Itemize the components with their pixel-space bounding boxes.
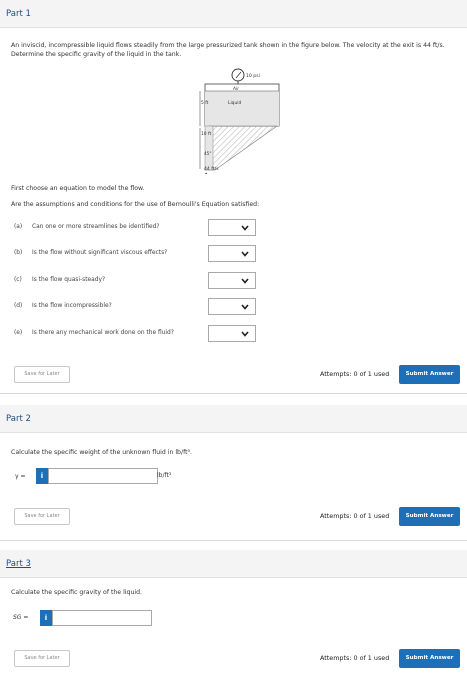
liquid-label: Liquid <box>228 101 242 106</box>
answer-select-b[interactable] <box>208 245 256 262</box>
part2-panel <box>0 433 467 541</box>
question-text: Is there any mechanical work done on the fluid? <box>32 330 174 336</box>
submit-answer-button[interactable]: Submit Answer <box>399 649 460 668</box>
part1-panel <box>0 28 467 394</box>
problem-statement: An inviscid, incompressible liquid flows steadily from the large pressurized tank shown in the figure below. The velocity at the exit is 44 ft/s. Determine the specific gravity of the liquid in the tank. <box>11 42 445 58</box>
specific-weight-input[interactable] <box>48 468 158 484</box>
chevron-down-icon <box>241 225 249 231</box>
angle-label: 45° <box>204 151 212 156</box>
bernoulli-question: Are the assumptions and conditions for the use of Bernoulli's Equation satisfied: <box>11 201 260 208</box>
part3-title: Part 3 <box>6 559 31 569</box>
attempts-text: Attempts: 0 of 1 used <box>320 370 390 378</box>
answer-select-a[interactable] <box>208 219 256 236</box>
depth-label: 5 ft <box>201 101 209 106</box>
question-letter: (c) <box>14 277 22 283</box>
question-text: Is the flow incompressible? <box>32 303 112 309</box>
part3-header[interactable] <box>0 550 467 578</box>
part3-panel <box>0 578 467 682</box>
gauge-label: 10 psi <box>246 74 260 79</box>
question-text: Is the flow without significant viscous effects? <box>32 250 168 256</box>
gamma-symbol: γ = <box>15 473 26 480</box>
question-text: Is the flow quasi-steady? <box>32 277 106 283</box>
part2-question: Calculate the specific weight of the unknown fluid in lb/ft³. <box>11 449 193 456</box>
part3-question: Calculate the specific gravity of the liquid. <box>11 589 142 596</box>
question-row-e <box>14 325 454 343</box>
save-for-later-button[interactable]: Save for Later <box>14 650 70 667</box>
question-row-b <box>14 245 454 263</box>
part2-title: Part 2 <box>6 414 31 424</box>
part2-header[interactable] <box>0 405 467 433</box>
save-for-later-button[interactable]: Save for Later <box>14 366 70 383</box>
attempts-text: Attempts: 0 of 1 used <box>320 512 390 520</box>
question-letter: (a) <box>14 224 23 230</box>
answer-select-e[interactable] <box>208 325 256 342</box>
specific-gravity-input[interactable] <box>52 610 152 626</box>
unit-label: lb/ft³ <box>157 472 172 479</box>
info-icon[interactable]: i <box>36 468 48 484</box>
question-row-d <box>14 298 454 316</box>
sg-symbol: SG = <box>13 614 29 621</box>
answer-select-d[interactable] <box>208 298 256 315</box>
part1-title: Part 1 <box>6 9 31 19</box>
question-letter: (b) <box>14 250 23 256</box>
submit-answer-button[interactable]: Submit Answer <box>399 365 460 384</box>
save-for-later-button[interactable]: Save for Later <box>14 508 70 525</box>
chevron-down-icon <box>241 331 249 337</box>
air-label: Air <box>233 87 240 92</box>
part1-header[interactable] <box>0 0 467 28</box>
velocity-label: 44 ft/s <box>204 167 219 172</box>
tank-figure <box>175 66 290 174</box>
question-row-a <box>14 219 454 237</box>
question-row-c <box>14 272 454 290</box>
attempts-text: Attempts: 0 of 1 used <box>320 654 390 662</box>
chevron-down-icon <box>241 251 249 257</box>
question-letter: (e) <box>14 330 23 336</box>
chevron-down-icon <box>241 304 249 310</box>
instruction-text: First choose an equation to model the flow. <box>11 185 145 192</box>
height-label: 10 ft <box>201 132 212 137</box>
answer-select-c[interactable] <box>208 272 256 289</box>
info-icon[interactable]: i <box>40 610 52 626</box>
question-letter: (d) <box>14 303 23 309</box>
submit-answer-button[interactable]: Submit Answer <box>399 507 460 526</box>
chevron-down-icon <box>241 278 249 284</box>
question-text: Can one or more streamlines be identified? <box>32 224 160 230</box>
